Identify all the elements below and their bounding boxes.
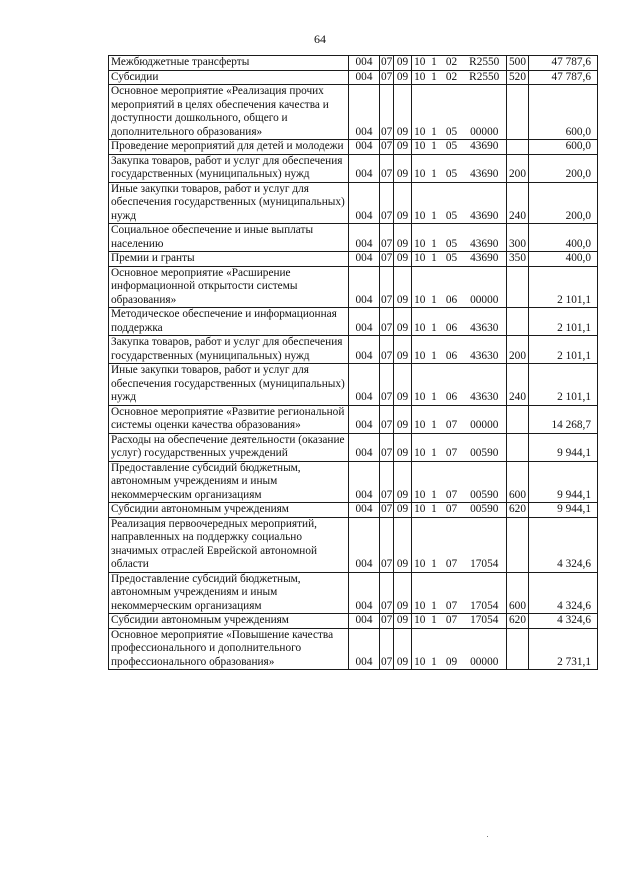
item-name: Субсидии автономным учреждениям	[109, 614, 349, 629]
table-row	[109, 56, 598, 71]
section-code: 07	[380, 85, 394, 140]
ministry-code: 004	[349, 252, 380, 267]
direction-code: 43630	[463, 336, 507, 364]
item-name: Реализация первоочередных мероприятий, направленных на поддержку социально значимых отраслей Еврейской автономной области	[109, 517, 349, 572]
item-name: Основное мероприятие «Развитие региональной системы оценки качества образования»	[109, 405, 349, 433]
subsection-code: 09	[394, 572, 412, 614]
expense-type-code: 620	[507, 503, 529, 518]
amount: 4 324,6	[529, 614, 598, 629]
subprogram-code: 1	[428, 628, 441, 670]
ministry-code: 004	[349, 336, 380, 364]
subprogram-code: 1	[428, 517, 441, 572]
program-code: 10	[412, 56, 428, 71]
amount: 200,0	[529, 154, 598, 182]
subsection-code: 09	[394, 154, 412, 182]
activity-code: 05	[441, 224, 463, 252]
section-code: 07	[380, 266, 394, 308]
program-code: 10	[412, 517, 428, 572]
ministry-code: 004	[349, 308, 380, 336]
item-name: Премии и гранты	[109, 252, 349, 267]
subprogram-code: 1	[428, 85, 441, 140]
activity-code: 07	[441, 461, 463, 503]
program-code: 10	[412, 85, 428, 140]
table-row	[109, 70, 598, 85]
ministry-code: 004	[349, 433, 380, 461]
direction-code: 43630	[463, 364, 507, 406]
activity-code: 07	[441, 517, 463, 572]
subsection-code: 09	[394, 85, 412, 140]
activity-code: 09	[441, 628, 463, 670]
expense-type-code: 240	[507, 182, 529, 224]
item-name: Закупка товаров, работ и услуг для обеспечения государственных (муниципальных) нужд	[109, 154, 349, 182]
amount: 47 787,6	[529, 70, 598, 85]
program-code: 10	[412, 154, 428, 182]
amount: 9 944,1	[529, 433, 598, 461]
table-row	[109, 364, 598, 406]
direction-code: 17054	[463, 572, 507, 614]
ministry-code: 004	[349, 405, 380, 433]
program-code: 10	[412, 266, 428, 308]
subsection-code: 09	[394, 336, 412, 364]
ministry-code: 004	[349, 56, 380, 71]
ministry-code: 004	[349, 628, 380, 670]
subsection-code: 09	[394, 405, 412, 433]
expense-type-code	[507, 405, 529, 433]
amount: 47 787,6	[529, 56, 598, 71]
section-code: 07	[381, 140, 393, 152]
subprogram-code: 1	[428, 252, 441, 267]
amount: 600,0	[529, 140, 598, 155]
section-code: 07	[380, 628, 394, 670]
subprogram-code: 1	[428, 461, 441, 503]
subprogram-code: 1	[428, 70, 441, 85]
subsection-code: 09	[394, 56, 412, 71]
activity-code: 06	[441, 364, 463, 406]
direction-code: 43690	[463, 224, 507, 252]
amount: 2 101,1	[529, 336, 598, 364]
expense-type-code	[507, 433, 529, 461]
program-code: 10	[412, 405, 428, 433]
program-code: 10	[412, 336, 428, 364]
direction-code: 43690	[463, 182, 507, 224]
table-row	[109, 628, 598, 670]
activity-code: 05	[441, 85, 463, 140]
activity-code: 05	[441, 140, 463, 155]
table-row	[109, 503, 598, 518]
table-row	[109, 266, 598, 308]
section-code: 07	[380, 461, 394, 503]
direction-code: 43690	[463, 154, 507, 182]
section-code: 07	[380, 224, 394, 252]
activity-code: 02	[441, 70, 463, 85]
ministry-code: 004	[349, 503, 380, 518]
ministry-code: 004	[349, 85, 380, 140]
section-code: 07	[380, 364, 394, 406]
item-name: Методическое обеспечение и информационная поддержка	[109, 308, 349, 336]
program-code: 10	[412, 433, 428, 461]
section-code: 07	[380, 433, 394, 461]
table-row	[109, 336, 598, 364]
section-code: 07	[381, 70, 393, 83]
item-name: Основное мероприятие «Расширение информационной открытости системы образования»	[109, 266, 349, 308]
item-name: Предоставление субсидий бюджетным, автономным учреждениям и иным некоммерческим организациям	[109, 461, 349, 503]
amount: 400,0	[529, 224, 598, 252]
section-code: 07	[380, 405, 394, 433]
subprogram-code: 1	[428, 140, 441, 155]
subprogram-code: 1	[428, 336, 441, 364]
section-code: 07	[380, 572, 394, 614]
table-row	[109, 572, 598, 614]
item-name: Расходы на обеспечение деятельности (оказание услуг) государственных учреждений	[109, 433, 349, 461]
table-row	[109, 433, 598, 461]
subsection-code: 09	[394, 182, 412, 224]
subsection-code: 09	[394, 614, 412, 629]
expense-type-code	[507, 140, 529, 155]
subprogram-code: 1	[428, 433, 441, 461]
ministry-code: 004	[349, 266, 380, 308]
subsection-code: 09	[394, 461, 412, 503]
expense-type-code: 350	[507, 252, 529, 267]
amount: 4 324,6	[529, 517, 598, 572]
item-name: Социальное обеспечение и иные выплаты населению	[109, 224, 349, 252]
subsection-code: 09	[394, 70, 412, 85]
subsection-code: 09	[394, 252, 412, 267]
activity-code: 06	[441, 308, 463, 336]
item-name: Субсидии автономным учреждениям	[109, 503, 349, 518]
table-row	[109, 308, 598, 336]
item-name: Субсидии	[109, 70, 349, 85]
program-code: 10	[412, 628, 428, 670]
ministry-code: 004	[349, 517, 380, 572]
program-code: 10	[412, 308, 428, 336]
item-name: Проведение мероприятий для детей и молодежи	[109, 140, 349, 155]
direction-code: 43690	[463, 252, 507, 267]
subprogram-code: 1	[428, 614, 441, 629]
subprogram-code: 1	[428, 154, 441, 182]
section-code: 07	[380, 308, 394, 336]
amount: 200,0	[529, 182, 598, 224]
amount: 2 101,1	[529, 364, 598, 406]
item-name: Иные закупки товаров, работ и услуг для обеспечения государственных (муниципальных) нужд	[109, 364, 349, 406]
ministry-code: 004	[349, 364, 380, 406]
activity-code: 02	[441, 56, 463, 71]
table-row	[109, 224, 598, 252]
table-body	[109, 56, 598, 670]
amount: 400,0	[529, 252, 598, 267]
subsection-code: 09	[394, 308, 412, 336]
amount: 14 268,7	[529, 405, 598, 433]
section-code: 07	[380, 182, 394, 224]
expense-type-code: 200	[507, 336, 529, 364]
direction-code: 00590	[463, 461, 507, 503]
amount: 9 944,1	[529, 461, 598, 503]
activity-code: 05	[441, 154, 463, 182]
subsection-code: 09	[394, 628, 412, 670]
subprogram-code: 1	[428, 405, 441, 433]
activity-code: 07	[441, 433, 463, 461]
table-row	[109, 405, 598, 433]
expense-type-code: 300	[507, 224, 529, 252]
subprogram-code: 1	[428, 266, 441, 308]
expense-type-code: 600	[507, 572, 529, 614]
direction-code: 00590	[463, 503, 507, 518]
amount: 2 101,1	[529, 266, 598, 308]
table-row	[109, 140, 598, 155]
page-number: 64	[314, 32, 326, 46]
activity-code: 05	[441, 252, 463, 267]
direction-code: 17054	[463, 614, 507, 629]
table-row	[109, 517, 598, 572]
subprogram-code: 1	[428, 56, 441, 71]
expense-type-code: 620	[507, 614, 529, 629]
direction-code: R2550	[463, 56, 507, 71]
direction-code: 17054	[463, 517, 507, 572]
amount: 2 101,1	[529, 308, 598, 336]
activity-code: 07	[441, 614, 463, 629]
section-code: 07	[380, 336, 394, 364]
section-code: 07	[381, 252, 393, 264]
subsection-code: 09	[394, 503, 412, 518]
direction-code: 00000	[463, 405, 507, 433]
section-code: 07	[381, 56, 393, 68]
amount: 600,0	[529, 85, 598, 140]
subprogram-code: 1	[428, 308, 441, 336]
direction-code: 00590	[463, 433, 507, 461]
direction-code: 00000	[463, 628, 507, 670]
subsection-code: 09	[394, 224, 412, 252]
expense-type-code	[507, 85, 529, 140]
expense-type-code: 520	[507, 70, 529, 85]
budget-table	[108, 55, 598, 670]
amount: 9 944,1	[529, 503, 598, 518]
subsection-code: 09	[394, 266, 412, 308]
program-code: 10	[412, 461, 428, 503]
item-name: Основное мероприятие «Повышение качества профессионального и дополнительного профессионального образования»	[109, 628, 349, 670]
section-code: 07	[380, 154, 394, 182]
program-code: 10	[412, 70, 428, 85]
expense-type-code: 240	[507, 364, 529, 406]
section-code: 07	[381, 503, 393, 515]
table-row	[109, 252, 598, 267]
table-row	[109, 182, 598, 224]
subsection-code: 09	[394, 433, 412, 461]
ministry-code: 004	[349, 461, 380, 503]
program-code: 10	[412, 224, 428, 252]
subprogram-code: 1	[428, 364, 441, 406]
program-code: 10	[412, 503, 428, 518]
amount: 2 731,1	[529, 628, 598, 670]
program-code: 10	[412, 364, 428, 406]
item-name: Основное мероприятие «Реализация прочих мероприятий в целях обеспечения качества и доступности дошкольного, общего и дополнительного образования»	[109, 85, 349, 140]
expense-type-code	[507, 517, 529, 572]
item-name: Предоставление субсидий бюджетным, автономным учреждениям и иным некоммерческим организациям	[109, 572, 349, 614]
expense-type-code	[507, 266, 529, 308]
ministry-code: 004	[349, 614, 380, 629]
expense-type-code: 600	[507, 461, 529, 503]
subsection-code: 09	[394, 364, 412, 406]
section-code: 07	[381, 614, 393, 626]
ministry-code: 004	[349, 224, 380, 252]
amount: 4 324,6	[529, 572, 598, 614]
ministry-code: 004	[349, 572, 380, 614]
direction-code: 43690	[463, 140, 507, 155]
activity-code: 07	[441, 503, 463, 518]
table-row	[109, 85, 598, 140]
subsection-code: 09	[394, 140, 412, 155]
expense-type-code	[507, 628, 529, 670]
activity-code: 07	[441, 405, 463, 433]
activity-code: 06	[441, 266, 463, 308]
subprogram-code: 1	[428, 572, 441, 614]
program-code: 10	[412, 140, 428, 155]
item-name: Межбюджетные трансферты	[109, 56, 349, 71]
program-code: 10	[412, 572, 428, 614]
direction-code: 00000	[463, 266, 507, 308]
activity-code: 07	[441, 572, 463, 614]
table-row	[109, 461, 598, 503]
subsection-code: 09	[394, 517, 412, 572]
program-code: 10	[412, 614, 428, 629]
activity-code: 06	[441, 336, 463, 364]
subprogram-code: 1	[428, 224, 441, 252]
table-row	[109, 614, 598, 629]
direction-code: R2550	[463, 70, 507, 85]
scan-speck	[487, 836, 488, 837]
direction-code: 00000	[463, 85, 507, 140]
ministry-code: 004	[349, 70, 380, 85]
expense-type-code: 200	[507, 154, 529, 182]
item-name: Иные закупки товаров, работ и услуг для обеспечения государственных (муниципальных) нужд	[109, 182, 349, 224]
ministry-code: 004	[349, 154, 380, 182]
program-code: 10	[412, 182, 428, 224]
table-row	[109, 154, 598, 182]
expense-type-code: 500	[507, 56, 529, 71]
program-code: 10	[412, 252, 428, 267]
expense-type-code	[507, 308, 529, 336]
ministry-code: 004	[349, 140, 380, 155]
subprogram-code: 1	[428, 503, 441, 518]
direction-code: 43630	[463, 308, 507, 336]
subprogram-code: 1	[428, 182, 441, 224]
item-name: Закупка товаров, работ и услуг для обеспечения государственных (муниципальных) нужд	[109, 336, 349, 364]
activity-code: 05	[441, 182, 463, 224]
section-code: 07	[380, 517, 394, 572]
ministry-code: 004	[349, 182, 380, 224]
